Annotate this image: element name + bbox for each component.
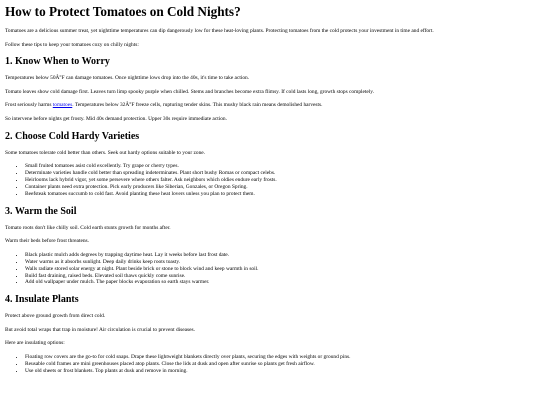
section-heading-know-when: 1. Know When to Worry [5, 56, 110, 68]
list-item: • Use old sheets or frost blankets. Top plants at dusk and remove in morning. [25, 368, 535, 375]
paragraph: Tomato roots don't like chilly soil. Cold earth stunts growth for months after. [5, 224, 171, 231]
text: Frost seriously harms [5, 102, 53, 109]
list-item: • Reusable cold frames are mini greenhouses placed atop plants. Close the lids at dusk and open after sunrise so plants get fresh airflow. [25, 361, 535, 368]
list-item: • Build fast draining, raised beds. Elevated soil thaws quickly come sunrise. [25, 273, 535, 280]
paragraph: Here are insulating options: [5, 340, 65, 347]
section-heading-soil: 3. Warm the Soil [5, 205, 77, 217]
tomatoes-link[interactable]: tomatoes [52, 102, 73, 109]
intro-paragraph: Tomatoes are a delicious summer treat, yet nighttime temperatures can dip dangerously low for these heat-loving plants. Protecting tomatoes from the cold protects your investment in time and effort. [5, 28, 434, 34]
paragraph: But avoid total wraps that trap in moisture! Air circulation is crucial to prevent diseases. [5, 326, 195, 333]
list-item: • Black plastic mulch adds degrees by trapping daytime heat. Lay it weeks before last frost date. [25, 252, 535, 259]
varieties-list [5, 163, 535, 198]
list-item: • Walls radiate stored solar energy at night. Plant beside brick or stone to block wind and keep warmth in soil. [25, 266, 535, 273]
paragraph: Warm their beds before frost threatens. [5, 238, 89, 245]
soil-list [5, 252, 535, 287]
text: . Temperatures below 32Â°F freeze cells, rupturing tender skins. This mushy black rain means demolished harvests. [72, 102, 323, 109]
insulating-list [5, 354, 535, 375]
list-item: • Beefsteak tomatoes succumb to cold fast. Avoid planting these heat lovers unless you plan to protect them. [25, 191, 535, 198]
paragraph [5, 102, 535, 109]
list-item: • Water warms as it absorbs sunlight. Deep daily drinks keep roots toasty. [25, 259, 535, 266]
list-item: • Add old wallpaper under mulch. The paper blocks evaporation so earth stays warmer. [25, 279, 535, 286]
list-item: • Floating row covers are the go-to for cold snaps. Drape these lightweight blankets directly over plants, securing the edges with weights or ground pins. [25, 354, 535, 361]
paragraph: Temperatures below 50Â°F can damage tomatoes. Once nighttime lows drop into the 40s, it's time to take action. [5, 75, 250, 82]
paragraph: Protect above ground growth from direct cold. [5, 313, 106, 320]
list-item: • Determinate varieties handle cold better than spreading indeterminates. Plant short bushy Romas or compact celebs. [25, 170, 535, 177]
list-item: • Container plants need extra protection. Pick early producers like Siberian, Gonzales, or Oregon Spring. [25, 184, 535, 191]
list-item: • Heirlooms lack hybrid vigor, yet some persevere where others falter. Ask neighbors which oldies endure early frosts. [25, 177, 535, 184]
section-heading-varieties: 2. Choose Cold Hardy Varieties [5, 130, 140, 142]
intro-paragraph: Follow these tips to keep your tomatoes cozy on chilly nights: [5, 41, 139, 48]
paragraph: So intervene before nights get frosty. Mid 40s demand protection. Upper 30s require immediate action. [5, 115, 227, 122]
section-heading-insulate: 4. Insulate Plants [5, 294, 79, 306]
page-title: How to Protect Tomatoes on Cold Nights? [5, 4, 241, 19]
list-item: • Small fruited tomatoes asist cold excellently. Try grape or cherry types. [25, 163, 535, 170]
paragraph: Some tomatoes tolerate cold better than others. Seek out hardy options suitable to your zone. [5, 149, 206, 156]
paragraph: Tomato leaves show cold damage first. Leaves turn limp spooky purple when chilled. Stems and branches become extra flimsy. If cold lasts long, growth stops completely. [5, 88, 374, 95]
